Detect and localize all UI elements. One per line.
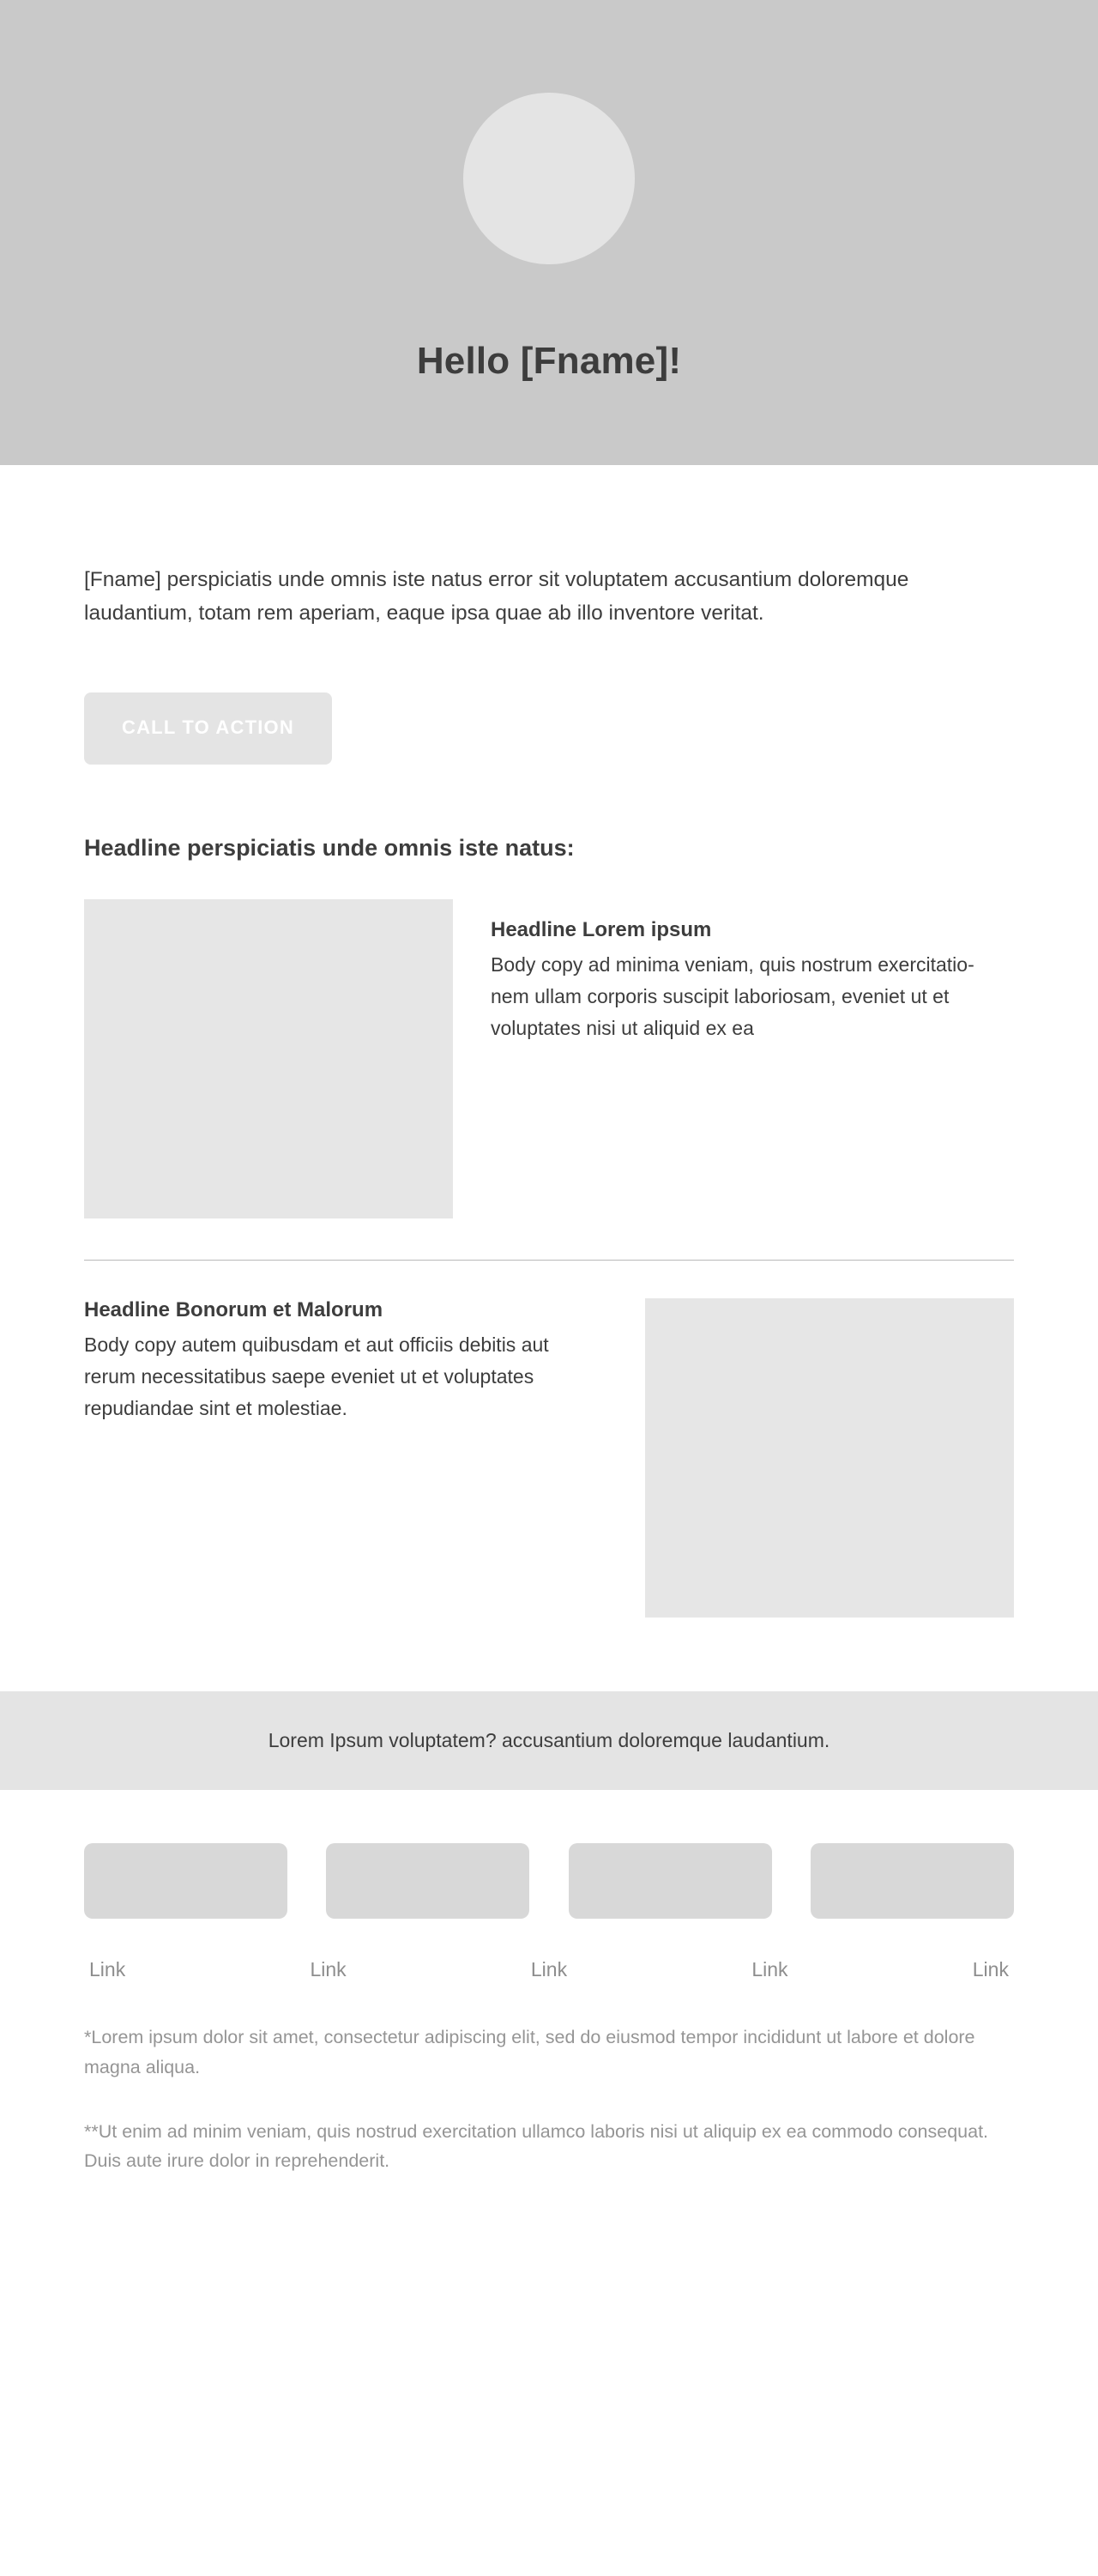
main-content [0, 564, 1098, 1618]
badge-placeholder-3-icon[interactable] [569, 1843, 772, 1919]
footer-section [0, 1843, 1098, 2246]
intro-paragraph: [Fname] perspiciatis unde omnis iste natus error sit voluptatem accusantium doloremque laudantium, totam rem aperiam, eaque ipsa quae ab illo inventore veritat. [84, 568, 909, 625]
image-placeholder-icon [84, 899, 453, 1218]
section-headline: Headline perspiciatis unde omnis iste natus: [84, 834, 575, 861]
footer-link[interactable]: Link [310, 1957, 347, 1980]
divider [84, 1260, 1014, 1261]
badge-row [84, 1843, 1014, 1919]
footer-link[interactable]: Link [530, 1957, 568, 1980]
feature-body: Body copy ad minima veniam, quis nostrum exercitatio- nem ullam corporis suscipit laboriosam, eveniet ut et voluptates nisi ut aliquid ex ea [491, 952, 974, 1040]
footer-link-row [84, 1958, 1014, 1981]
footer-link[interactable]: Link [89, 1957, 126, 1980]
footer-link[interactable]: Link [751, 1957, 788, 1980]
fineprint-paragraph: **Ut enim ad minim veniam, quis nostrud exercitation ullamco laboris nisi ut aliquip ex ea commodo consequat. Duis aute irure dolor in reprehenderit. [84, 2120, 989, 2172]
hero-section [0, 0, 1098, 465]
feature-row [84, 1298, 1014, 1618]
page-title: Hello [Fname]! [416, 340, 682, 382]
feature-title: Headline Bonorum et Malorum [84, 1297, 383, 1321]
feature-text-block [491, 899, 1014, 1045]
feature-text-block [84, 1298, 607, 1425]
feature-title: Headline Lorem ipsum [491, 917, 712, 941]
fineprint-paragraph: *Lorem ipsum dolor sit amet, consectetur adipiscing elit, sed do eiusmod tempor incididunt ut labore et dolore magna aliqua. [84, 2026, 975, 2077]
quote-bar [0, 1691, 1098, 1790]
badge-placeholder-1-icon[interactable] [84, 1843, 287, 1919]
footer-link[interactable]: Link [972, 1957, 1009, 1980]
image-placeholder-icon [645, 1298, 1014, 1618]
badge-placeholder-2-icon[interactable] [326, 1843, 529, 1919]
feature-body: Body copy autem quibusdam et aut officiis debitis aut rerum necessitatibus saepe eveniet ut et voluptates repudiandae sint et molestiae. [84, 1333, 549, 1420]
call-to-action-button[interactable]: CALL TO ACTION [84, 692, 332, 765]
quote-text: Lorem Ipsum voluptatem? accusantium doloremque laudantium. [268, 1728, 830, 1751]
badge-placeholder-4-icon[interactable] [811, 1843, 1014, 1919]
avatar-placeholder-circle-icon [463, 93, 635, 264]
feature-row [84, 899, 1014, 1218]
